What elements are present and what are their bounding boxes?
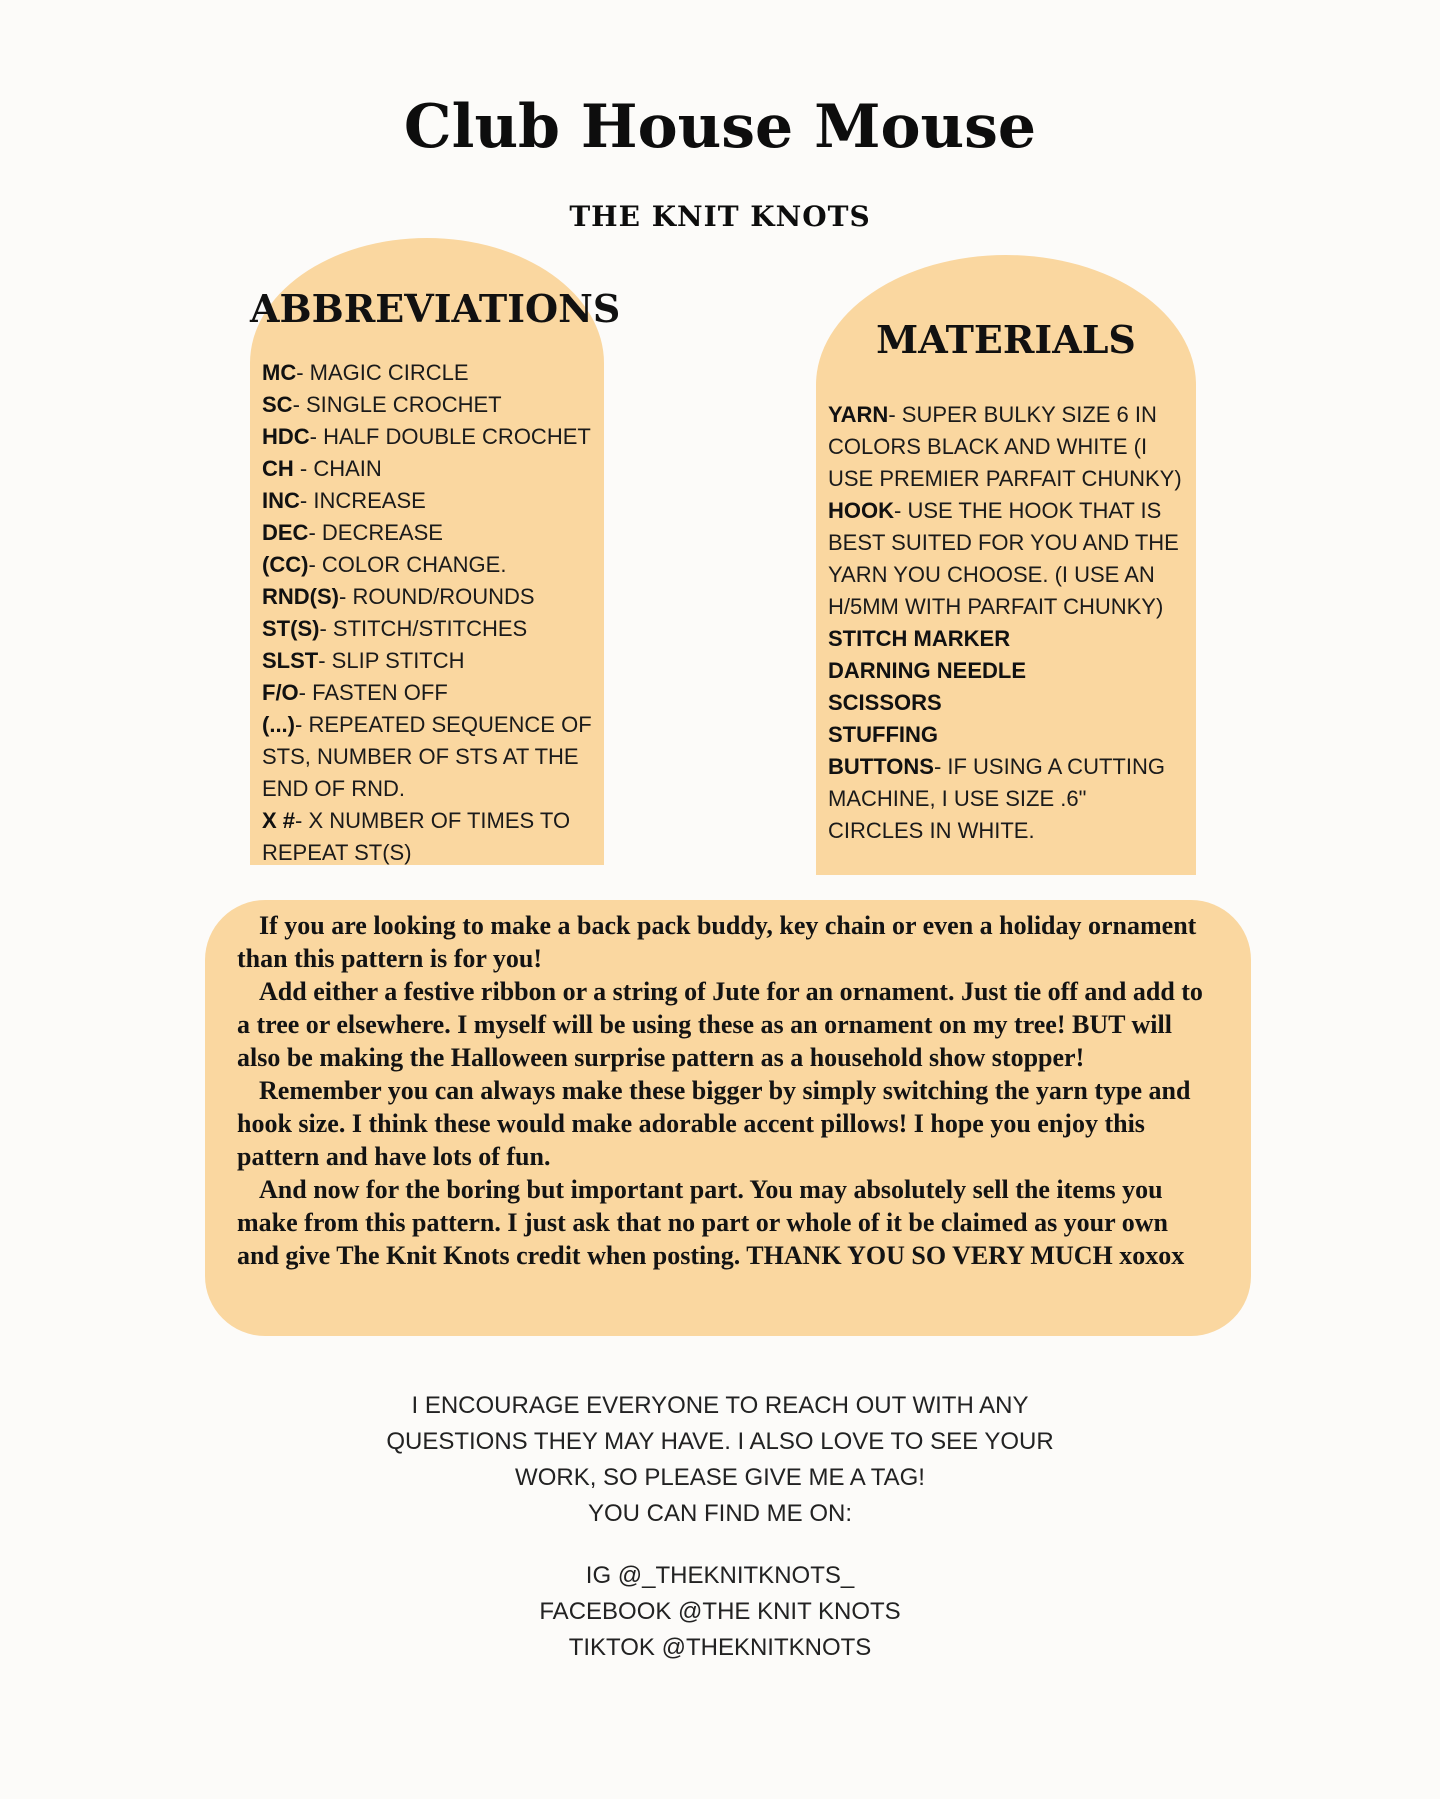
material-item: SCISSORS [828, 690, 942, 715]
abbreviation-item: INC- INCREASE [262, 488, 426, 513]
abbreviation-item: DEC- DECREASE [262, 520, 443, 545]
social-line-facebook: FACEBOOK @THE KNIT KNOTS [539, 1598, 901, 1625]
materials-panel [816, 255, 1196, 875]
abbreviation-item: RND(S)- ROUND/ROUNDS [262, 584, 535, 609]
abbreviation-item: (CC)- COLOR CHANGE. [262, 552, 507, 577]
abbreviations-list [250, 357, 604, 869]
abbreviation-item: MC- MAGIC CIRCLE [262, 360, 469, 385]
material-item: DARNING NEEDLE [828, 658, 1027, 683]
material-item: YARN- SUPER BULKY SIZE 6 IN COLORS BLACK AND WHITE (I USE PREMIER PARFAIT CHUNKY) [828, 402, 1182, 491]
note-paragraph: Add either a festive ribbon or a string of Jute for an ornament. Just tie off and add to a tree or elsewhere. I myself will be using these as an ornament on my tree! BUT will also be making the Halloween surprise pattern as a household show stopper! [237, 977, 1203, 1072]
material-item: STITCH MARKER [828, 626, 1011, 651]
material-item: HOOK- USE THE HOOK THAT IS BEST SUITED FOR YOU AND THE YARN YOU CHOOSE. (I USE AN H/5MM WITH PARFAIT CHUNKY) [828, 498, 1179, 619]
abbreviations-panel [250, 238, 621, 865]
contact-line: QUESTIONS THEY MAY HAVE. I ALSO LOVE TO SEE YOUR [386, 1428, 1054, 1455]
abbreviation-item: X #- X NUMBER OF TIMES TO REPEAT ST(S) [262, 808, 571, 865]
contact-line: YOU CAN FIND ME ON: [587, 1500, 852, 1527]
social-line-instagram: IG @_THEKNITKNOTS_ [585, 1562, 855, 1589]
abbreviation-item: SLST- SLIP STITCH [262, 648, 465, 673]
contact-line: I ENCOURAGE EVERYONE TO REACH OUT WITH ANY [411, 1392, 1029, 1419]
abbreviation-item: (...)- REPEATED SEQUENCE OF STS, NUMBER OF STS AT THE END OF RND. [262, 712, 592, 801]
contact-note [0, 1388, 1440, 1532]
pattern-note-panel [205, 900, 1251, 1336]
page-title: Club House Mouse [403, 92, 1037, 162]
abbreviations-heading: ABBREVIATIONS [250, 286, 621, 331]
abbreviation-item: ST(S)- STITCH/STITCHES [262, 616, 528, 641]
note-paragraph: Remember you can always make these bigger by simply switching the yarn type and hook size. I think these would make adorable accent pillows! I hope you enjoy this pattern and have lots of fun. [237, 1076, 1191, 1171]
materials-list [816, 399, 1196, 847]
abbreviation-item: F/O- FASTEN OFF [262, 680, 448, 705]
abbreviation-item: HDC- HALF DOUBLE CROCHET [262, 424, 591, 449]
note-paragraph: And now for the boring but important part. You may absolutely sell the items you make from this pattern. I just ask that no part or whole of it be claimed as your own and give The Knit Knots credit when posting. THANK YOU SO VERY MUCH xoxox [237, 1175, 1185, 1270]
materials-heading: MATERIALS [876, 317, 1136, 362]
social-handles [0, 1558, 1440, 1666]
social-line-tiktok: TIKTOK @THEKNITKNOTS [568, 1634, 872, 1661]
contact-line: WORK, SO PLEASE GIVE ME A TAG! [515, 1464, 925, 1491]
page-subtitle: THE KNIT KNOTS [569, 200, 871, 233]
material-item: BUTTONS- IF USING A CUTTING MACHINE, I USE SIZE .6" CIRCLES IN WHITE. [828, 754, 1165, 843]
abbreviation-item: CH - CHAIN [262, 456, 382, 481]
abbreviation-item: SC- SINGLE CROCHET [262, 392, 502, 417]
note-paragraph: If you are looking to make a back pack buddy, key chain or even a holiday ornament than this pattern is for you! [237, 911, 1197, 973]
material-item: STUFFING [828, 722, 938, 747]
